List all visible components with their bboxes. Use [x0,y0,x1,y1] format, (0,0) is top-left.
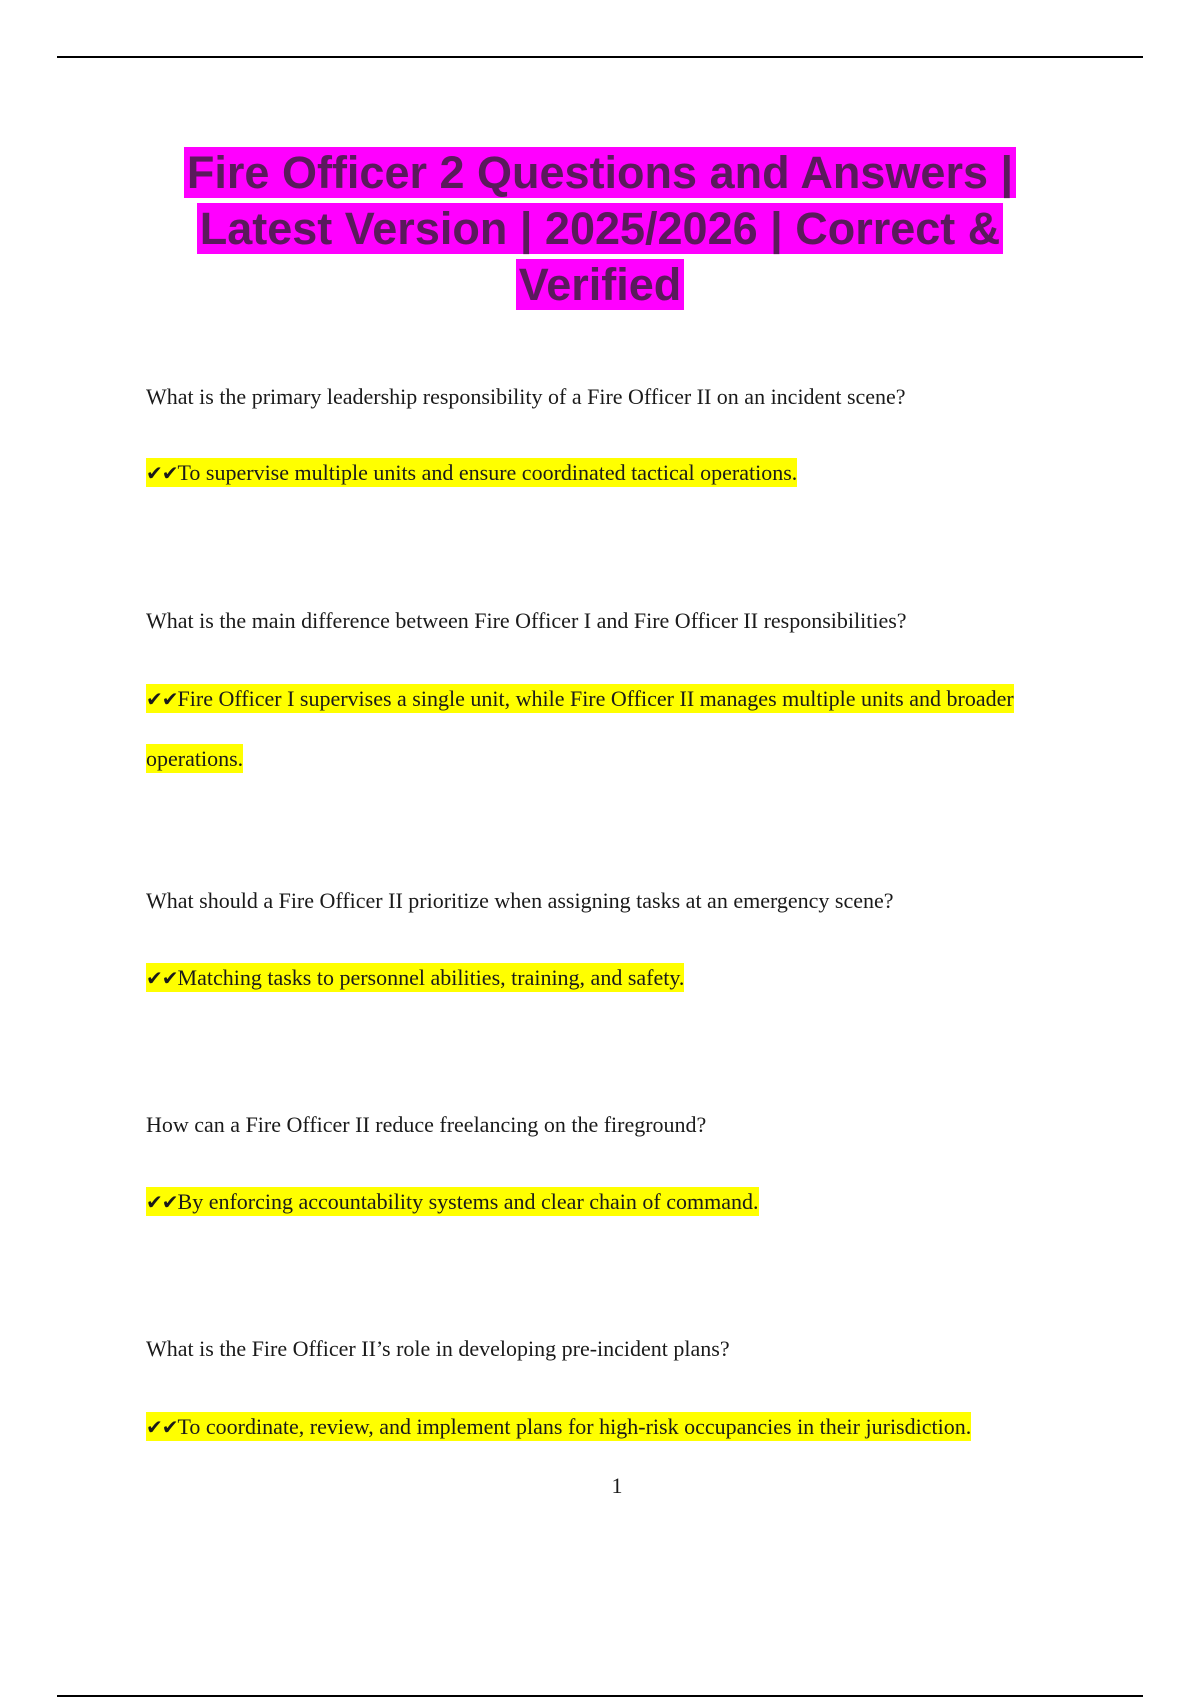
checkmark-icon: ✔✔ [146,966,178,990]
question-1: What is the primary leadership responsibility of a Fire Officer II on an incident scene? [146,384,906,409]
checkmark-icon: ✔✔ [146,1415,178,1439]
answer-4-text: By enforcing accountability systems and clear chain of command. [177,1189,759,1214]
answer-3 [146,948,1066,1008]
checkmark-icon: ✔✔ [146,1190,178,1214]
question-2: What is the main difference between Fire Officer I and Fire Officer II responsibilities? [146,608,907,633]
question-4: How can a Fire Officer II reduce freelancing on the fireground? [146,1112,707,1137]
checkmark-icon: ✔✔ [146,687,178,711]
question-5: What is the Fire Officer II’s role in developing pre-incident plans? [146,1336,730,1361]
answer-2 [146,669,1066,789]
answer-1-text: To supervise multiple units and ensure coordinated tactical operations. [177,460,798,485]
title-line-2: Latest Version | 2025/2026 | Correct & [197,203,1004,254]
top-rule [57,56,1143,58]
title-line-1: Fire Officer 2 Questions and Answers | [184,147,1016,198]
answer-4 [146,1172,1066,1232]
answer-2-text: Fire Officer I supervises a single unit, while Fire Officer II manages multiple units and broader operations. [146,686,1014,771]
answer-5-text: To coordinate, review, and implement plans for high-risk occupancies in their jurisdiction. [177,1414,972,1439]
answer-3-text: Matching tasks to personnel abilities, training, and safety. [177,965,685,990]
title-line-3: Verified [516,259,685,310]
document-title [100,145,1100,313]
bottom-rule [57,1695,1143,1697]
page-number: 1 [611,1473,623,1498]
question-3: What should a Fire Officer II prioritize when assigning tasks at an emergency scene? [146,888,894,913]
checkmark-icon: ✔✔ [146,461,178,485]
answer-1 [146,443,1066,503]
answer-5 [146,1397,1066,1457]
